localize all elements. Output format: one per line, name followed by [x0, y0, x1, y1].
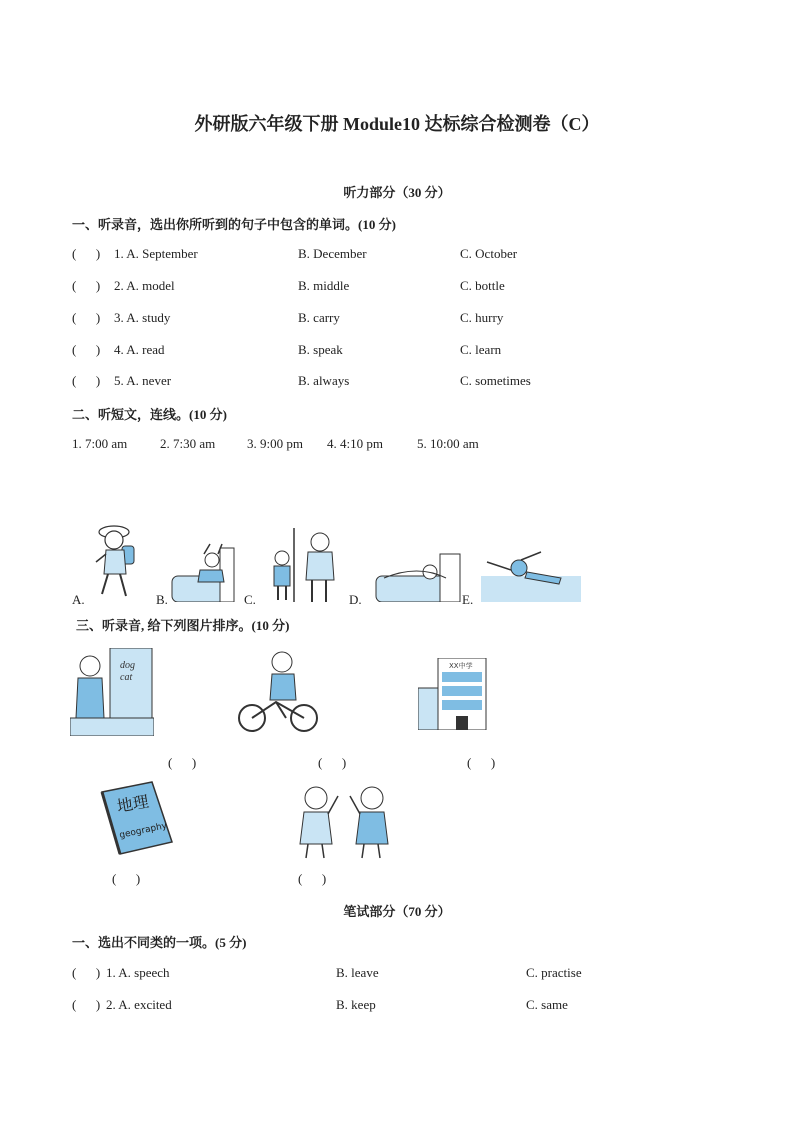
picture-swimming	[481, 548, 581, 602]
option-a: 4. A. read	[114, 342, 165, 357]
option-a: 1. A. speech	[106, 965, 170, 980]
order-blank-1[interactable]: ( )	[168, 755, 197, 770]
option-b: B. speak	[298, 342, 343, 357]
picture-label-c: C.	[244, 592, 256, 607]
time-2: 2. 7:30 am	[160, 436, 216, 451]
option-c: C. same	[526, 997, 568, 1012]
page-title: 外研版六年级下册 Module10 达标综合检测卷（C）	[194, 114, 600, 134]
option-c: C. October	[460, 246, 518, 261]
writing-heading: 笔试部分（70 分）	[343, 904, 451, 919]
time-1: 1. 7:00 am	[72, 436, 128, 451]
option-a: 2. A. model	[114, 278, 175, 293]
picture-girl-to-school	[92, 522, 148, 602]
answer-blank[interactable]: ( )	[72, 342, 101, 357]
option-c: C. learn	[460, 342, 502, 357]
time-3: 3. 9:00 pm	[247, 436, 303, 451]
option-b: B. carry	[298, 310, 340, 325]
option-a: 2. A. excited	[106, 997, 172, 1012]
option-a: 3. A. study	[114, 310, 171, 325]
picture-label-a: A.	[72, 592, 85, 607]
picture-label-b: B.	[156, 592, 168, 607]
listening-heading: 听力部分（30 分）	[343, 185, 451, 200]
picture-boy-riding-bike	[236, 648, 320, 736]
answer-blank[interactable]: ( )	[72, 373, 101, 388]
picture-two-girls-greeting	[292, 782, 396, 860]
book-label: geography	[118, 821, 169, 841]
question-row-1	[72, 246, 772, 264]
answer-blank[interactable]: ( )	[72, 965, 101, 980]
writing-row-2	[72, 997, 772, 1015]
option-a: 1. A. September	[114, 246, 198, 261]
option-c: C. hurry	[460, 310, 504, 325]
order-blank-3[interactable]: ( )	[467, 755, 496, 770]
option-c: C. practise	[526, 965, 582, 980]
option-a: 5. A. never	[114, 373, 172, 388]
answer-blank[interactable]: ( )	[72, 278, 101, 293]
option-b: B. leave	[336, 965, 379, 980]
option-b: B. keep	[336, 997, 376, 1012]
picture-label-e: E.	[462, 592, 474, 607]
answer-blank[interactable]: ( )	[72, 246, 101, 261]
order-blank-4[interactable]: ( )	[112, 871, 141, 886]
picture-going-to-bed	[374, 550, 462, 602]
option-b: B. always	[298, 373, 350, 388]
board-word-cat: cat	[120, 672, 133, 683]
board-word-dog: dog	[120, 660, 135, 671]
section-3-heading: 三、听录音, 给下列图片排序。(10 分)	[76, 618, 290, 633]
section-2-heading: 二、听短文，连线。(10 分)	[72, 407, 227, 422]
question-row-5	[72, 373, 772, 391]
building-sign: XX中学	[449, 662, 473, 670]
picture-label-d: D.	[349, 592, 362, 607]
time-5: 5. 10:00 am	[417, 436, 479, 451]
order-blank-5[interactable]: ( )	[298, 871, 327, 886]
time-4: 4. 4:10 pm	[327, 436, 383, 451]
order-blank-2[interactable]: ( )	[318, 755, 347, 770]
picture-geography-book	[98, 780, 176, 858]
picture-school-building	[418, 658, 500, 730]
answer-blank[interactable]: ( )	[72, 997, 101, 1012]
section-1-heading: 一、听录音，选出你所听到的句子中包含的单词。(10 分)	[72, 217, 396, 232]
question-row-4	[72, 342, 772, 360]
picture-grandfather-and-child	[266, 528, 342, 602]
book-title: 地理	[115, 791, 151, 816]
question-row-2	[72, 278, 772, 296]
answer-blank[interactable]: ( )	[72, 310, 101, 325]
picture-teacher-at-blackboard	[70, 648, 154, 736]
picture-waking-up	[170, 540, 238, 602]
writing-section-1-heading: 一、选出不同类的一项。(5 分)	[72, 935, 247, 950]
writing-row-1	[72, 965, 772, 983]
option-c: C. sometimes	[460, 373, 531, 388]
question-row-3	[72, 310, 772, 328]
option-b: B. middle	[298, 278, 350, 293]
option-b: B. December	[298, 246, 367, 261]
option-c: C. bottle	[460, 278, 505, 293]
